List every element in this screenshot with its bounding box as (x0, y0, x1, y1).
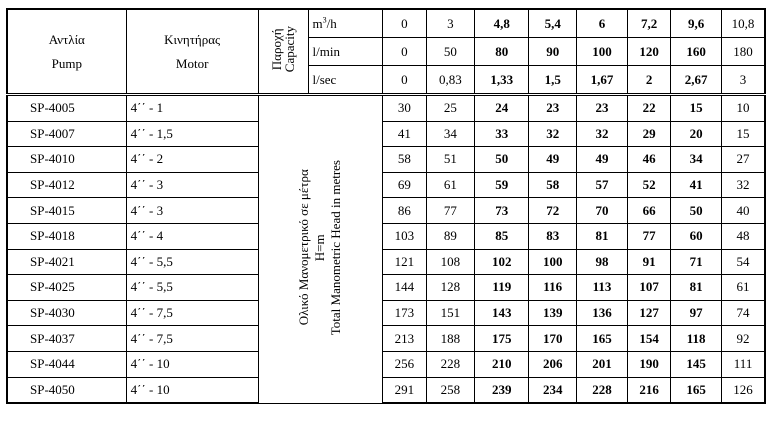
pump-model-cell: SP-4012 (7, 172, 126, 198)
capacity-header-english: Capacity (282, 26, 298, 73)
head-value-cell: 46 (627, 147, 670, 173)
table-row (7, 198, 765, 224)
head-value-cell: 49 (577, 147, 628, 173)
head-value-cell: 24 (475, 95, 529, 122)
head-value-cell: 127 (627, 300, 670, 326)
head-value-cell: 111 (722, 351, 765, 377)
head-value-cell: 60 (671, 223, 722, 249)
head-value-cell: 61 (426, 172, 475, 198)
head-value-cell: 73 (475, 198, 529, 224)
head-label-formula: H=m (312, 233, 328, 261)
head-value-cell: 32 (577, 121, 628, 147)
total-head-label-cell (258, 95, 383, 404)
capacity-header-cell (258, 9, 308, 95)
unit-cell-0 (308, 9, 383, 38)
head-value-cell: 92 (722, 326, 765, 352)
head-value-cell: 190 (627, 351, 670, 377)
head-value-cell: 20 (671, 121, 722, 147)
motor-cell: 4΄΄ - 3 (126, 172, 258, 198)
motor-cell: 4΄΄ - 3 (126, 198, 258, 224)
table-row (7, 147, 765, 173)
motor-cell: 4΄΄ - 10 (126, 377, 258, 403)
motor-header-cell (126, 9, 258, 95)
head-value-cell: 145 (671, 351, 722, 377)
head-value-cell: 41 (383, 121, 426, 147)
head-value-cell: 173 (383, 300, 426, 326)
table-row (7, 351, 765, 377)
header-row-1 (7, 9, 765, 38)
flow-value-cell: 0,83 (426, 66, 475, 95)
table-row (7, 275, 765, 301)
pump-model-cell: SP-4007 (7, 121, 126, 147)
head-value-cell: 32 (529, 121, 577, 147)
pump-header-english: Pump (51, 55, 82, 71)
head-value-cell: 23 (577, 95, 628, 122)
head-value-cell: 151 (426, 300, 475, 326)
head-value-cell: 34 (671, 147, 722, 173)
head-value-cell: 50 (475, 147, 529, 173)
flow-value-cell: 180 (722, 38, 765, 66)
pump-model-cell: SP-4025 (7, 275, 126, 301)
head-value-cell: 98 (577, 249, 628, 275)
flow-value-cell: 120 (627, 38, 670, 66)
head-value-cell: 188 (426, 326, 475, 352)
head-value-cell: 33 (475, 121, 529, 147)
flow-value-cell: 90 (529, 38, 577, 66)
head-value-cell: 83 (529, 223, 577, 249)
flow-value-cell: 0 (383, 9, 426, 38)
head-value-cell: 15 (722, 121, 765, 147)
pump-model-cell: SP-4050 (7, 377, 126, 403)
head-value-cell: 102 (475, 249, 529, 275)
head-value-cell: 58 (383, 147, 426, 173)
flow-value-cell: 1,5 (529, 66, 577, 95)
head-value-cell: 234 (529, 377, 577, 403)
flow-value-cell: 3 (722, 66, 765, 95)
head-value-cell: 139 (529, 300, 577, 326)
head-value-cell: 77 (627, 223, 670, 249)
head-value-cell: 85 (475, 223, 529, 249)
flow-value-cell: 50 (426, 38, 475, 66)
pump-header-cell (7, 9, 126, 95)
unit-label: l/sec (312, 71, 337, 87)
head-value-cell: 15 (671, 95, 722, 122)
head-value-cell: 89 (426, 223, 475, 249)
motor-cell: 4΄΄ - 7,5 (126, 300, 258, 326)
pump-model-cell: SP-4044 (7, 351, 126, 377)
motor-cell: 4΄΄ - 5,5 (126, 275, 258, 301)
head-value-cell: 51 (426, 147, 475, 173)
head-value-cell: 107 (627, 275, 670, 301)
head-value-cell: 97 (671, 300, 722, 326)
motor-header-greek: Κινητήρας (164, 31, 221, 47)
motor-cell: 4΄΄ - 2 (126, 147, 258, 173)
flow-value-cell: 100 (577, 38, 628, 66)
head-value-cell: 165 (577, 326, 628, 352)
flow-value-cell: 160 (671, 38, 722, 66)
unit-label: m (312, 15, 323, 31)
head-value-cell: 239 (475, 377, 529, 403)
motor-cell: 4΄΄ - 1,5 (126, 121, 258, 147)
head-value-cell: 49 (529, 147, 577, 173)
unit-superscript: 3 (322, 15, 327, 25)
head-label-greek: Ολικό Μανομετρικό σε μέτρα (296, 169, 312, 326)
head-value-cell: 57 (577, 172, 628, 198)
head-value-cell: 32 (722, 172, 765, 198)
flow-value-cell: 2,67 (671, 66, 722, 95)
head-value-cell: 136 (577, 300, 628, 326)
flow-value-cell: 2 (627, 66, 670, 95)
head-value-cell: 74 (722, 300, 765, 326)
head-value-cell: 128 (426, 275, 475, 301)
capacity-header-greek: Παροχή (269, 28, 285, 71)
motor-cell: 4΄΄ - 4 (126, 223, 258, 249)
table-row (7, 223, 765, 249)
head-value-cell: 175 (475, 326, 529, 352)
head-value-cell: 52 (627, 172, 670, 198)
motor-header-english: Motor (175, 55, 209, 71)
motor-cell: 4΄΄ - 1 (126, 95, 258, 122)
unit-cell-1 (308, 38, 383, 66)
table-row (7, 121, 765, 147)
motor-cell: 4΄΄ - 5,5 (126, 249, 258, 275)
head-value-cell: 119 (475, 275, 529, 301)
pump-model-cell: SP-4015 (7, 198, 126, 224)
head-value-cell: 59 (475, 172, 529, 198)
head-value-cell: 256 (383, 351, 426, 377)
head-value-cell: 22 (627, 95, 670, 122)
flow-value-cell: 7,2 (627, 9, 670, 38)
flow-value-cell: 10,8 (722, 9, 765, 38)
flow-value-cell: 0 (383, 38, 426, 66)
head-value-cell: 58 (529, 172, 577, 198)
head-value-cell: 143 (475, 300, 529, 326)
table-row (7, 326, 765, 352)
pump-model-cell: SP-4018 (7, 223, 126, 249)
motor-cell: 4΄΄ - 7,5 (126, 326, 258, 352)
head-value-cell: 228 (577, 377, 628, 403)
table-row (7, 249, 765, 275)
head-value-cell: 108 (426, 249, 475, 275)
head-value-cell: 41 (671, 172, 722, 198)
flow-value-cell: 1,67 (577, 66, 628, 95)
flow-value-cell: 1,33 (475, 66, 529, 95)
head-value-cell: 118 (671, 326, 722, 352)
head-value-cell: 25 (426, 95, 475, 122)
flow-value-cell: 0 (383, 66, 426, 95)
head-value-cell: 50 (671, 198, 722, 224)
head-value-cell: 216 (627, 377, 670, 403)
head-value-cell: 144 (383, 275, 426, 301)
head-value-cell: 291 (383, 377, 426, 403)
head-value-cell: 121 (383, 249, 426, 275)
head-value-cell: 103 (383, 223, 426, 249)
head-value-cell: 70 (577, 198, 628, 224)
head-value-cell: 10 (722, 95, 765, 122)
head-value-cell: 72 (529, 198, 577, 224)
table-row (7, 95, 765, 122)
head-value-cell: 170 (529, 326, 577, 352)
head-value-cell: 91 (627, 249, 670, 275)
head-value-cell: 213 (383, 326, 426, 352)
pump-model-cell: SP-4010 (7, 147, 126, 173)
pump-model-cell: SP-4030 (7, 300, 126, 326)
pump-model-cell: SP-4005 (7, 95, 126, 122)
head-value-cell: 71 (671, 249, 722, 275)
unit-suffix: /h (326, 15, 337, 31)
head-value-cell: 30 (383, 95, 426, 122)
head-value-cell: 100 (529, 249, 577, 275)
head-value-cell: 258 (426, 377, 475, 403)
pump-model-cell: SP-4021 (7, 249, 126, 275)
head-value-cell: 154 (627, 326, 670, 352)
head-value-cell: 66 (627, 198, 670, 224)
head-value-cell: 228 (426, 351, 475, 377)
head-value-cell: 54 (722, 249, 765, 275)
head-value-cell: 206 (529, 351, 577, 377)
head-value-cell: 86 (383, 198, 426, 224)
flow-value-cell: 3 (426, 9, 475, 38)
head-value-cell: 81 (577, 223, 628, 249)
head-value-cell: 81 (671, 275, 722, 301)
head-label-english: Total Manometric Head in metres (328, 159, 344, 335)
table-row (7, 172, 765, 198)
head-value-cell: 201 (577, 351, 628, 377)
head-value-cell: 113 (577, 275, 628, 301)
flow-value-cell: 4,8 (475, 9, 529, 38)
head-value-cell: 27 (722, 147, 765, 173)
flow-value-cell: 80 (475, 38, 529, 66)
table-row (7, 377, 765, 403)
table-row (7, 300, 765, 326)
flow-value-cell: 5,4 (529, 9, 577, 38)
motor-cell: 4΄΄ - 10 (126, 351, 258, 377)
head-value-cell: 34 (426, 121, 475, 147)
flow-value-cell: 9,6 (671, 9, 722, 38)
head-value-cell: 61 (722, 275, 765, 301)
flow-value-cell: 6 (577, 9, 628, 38)
head-value-cell: 29 (627, 121, 670, 147)
head-value-cell: 40 (722, 198, 765, 224)
head-value-cell: 210 (475, 351, 529, 377)
unit-label: l/min (312, 43, 340, 59)
head-value-cell: 23 (529, 95, 577, 122)
pump-performance-table (6, 8, 766, 404)
pump-model-cell: SP-4037 (7, 326, 126, 352)
head-value-cell: 116 (529, 275, 577, 301)
head-value-cell: 48 (722, 223, 765, 249)
unit-cell-2 (308, 66, 383, 95)
pump-header-greek: Αντλία (48, 31, 85, 47)
head-value-cell: 165 (671, 377, 722, 403)
head-value-cell: 77 (426, 198, 475, 224)
head-value-cell: 126 (722, 377, 765, 403)
head-value-cell: 69 (383, 172, 426, 198)
